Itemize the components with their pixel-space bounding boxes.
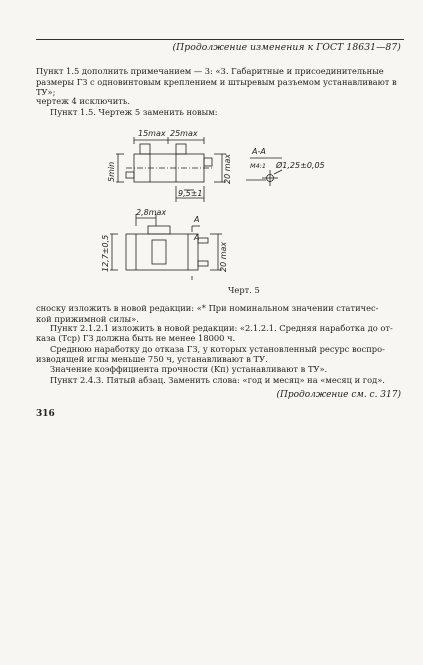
scale-label: М4:1 (250, 162, 267, 170)
paragraph-3: Пункт 1.5. Чертеж 5 заменить новым: (50, 107, 218, 117)
top-view-pin-left (140, 144, 150, 154)
dim-2-8max: 2,8max (136, 208, 167, 217)
paragraph-4 (36, 303, 378, 324)
dim-right-20max-bottom: 20 max (219, 241, 228, 272)
figure-caption: Черт. 5 (228, 285, 260, 295)
paragraph-1 (36, 66, 404, 98)
dim-right-20max-top: 20 max (223, 153, 232, 184)
paragraph-4-line-2: кой прижимной силы». (36, 313, 139, 324)
continuation-footer: (Продолжение см. с. 317) (276, 390, 401, 400)
paragraph-6-line-2: изводящей иглы меньше 750 ч, устанавливают в ТУ. (36, 354, 268, 364)
paragraph-2: чертеж 4 исключить. (36, 96, 131, 106)
header-rule (36, 39, 404, 40)
paragraph-1-line-1: Пункт 1.5 дополнить примечанием — 3: «3. Габаритные и присоединительные (36, 66, 384, 76)
page-number: 316 (36, 409, 55, 419)
continuation-header: (Продолжение изменения к ГОСТ 18631—87) (172, 42, 401, 53)
paragraph-6-line-1: Среднюю наработку до отказа ГЗ, у которых установленный ресурс воспро- (50, 344, 385, 354)
dim-top-15max: 15max (138, 129, 166, 138)
dim-top-25max: 25max (170, 129, 198, 138)
dim-12-7: 12,7±0,5 (101, 234, 110, 272)
dim-left-5min: 5min (107, 161, 116, 182)
paragraph-4-line-1: сноску изложить в новой редакции: «* При номинальном значении статичес- (36, 303, 379, 313)
drawing-svg (96, 122, 356, 282)
paragraph-5-line-1: Пункт 2.1.2.1 изложить в новой редакции: «2.1.2.1. Средняя наработка до от- (50, 323, 393, 333)
paragraph-1-line-2: размеры ГЗ с одновинтовым креплением и штыревым разъемом устанавливают в (36, 76, 397, 87)
hole-dimension: Ø1,25±0,05 (276, 161, 325, 170)
paragraph-8: Пункт 2.4.3. Пятый абзац. Заменить слова: «год и месяц» на «месяц и год». (50, 375, 385, 385)
technical-drawing (96, 122, 356, 282)
paragraph-7: Значение коэффициента прочности (Kп) устанавливают в ТУ». (50, 364, 328, 374)
marker-a-bottom: А (194, 233, 200, 242)
section-a-a-label: А-А (252, 147, 266, 156)
bottom-view-body (126, 234, 198, 270)
top-view-pin-right (176, 144, 186, 154)
dim-bottom-9-5: 9,5±1 (178, 189, 203, 198)
paragraph-1-line-3: ТУ»; (36, 87, 56, 98)
paragraph-5-line-2: каза (Tср) ГЗ должна быть не менее 18000 ч. (36, 333, 236, 343)
marker-a-top: А (194, 215, 200, 224)
